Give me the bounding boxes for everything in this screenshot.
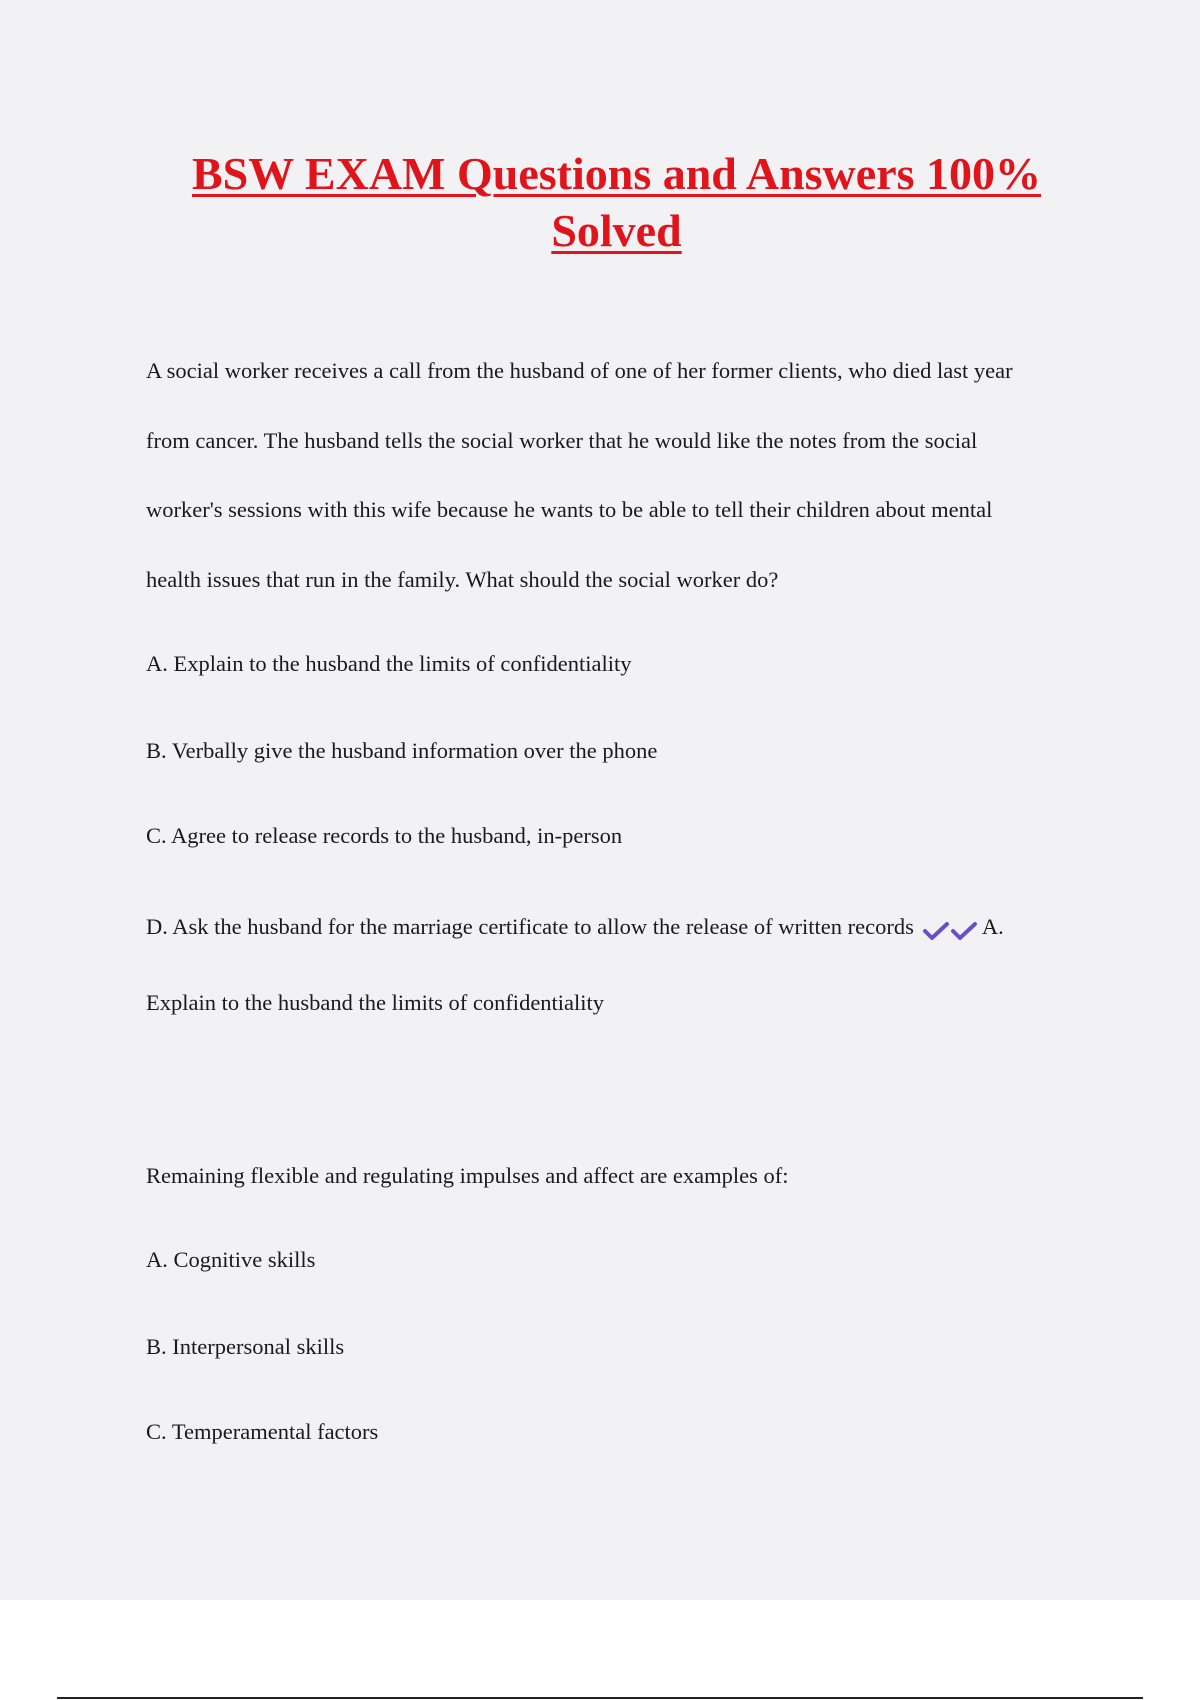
question-2-option-a: A. Cognitive skills [146, 1247, 316, 1272]
question-2-option-b: B. Interpersonal skills [146, 1334, 345, 1359]
question-1-option-d-line [146, 914, 1004, 942]
double-check-icon [922, 916, 978, 942]
question-1-option-a: A. Explain to the husband the limits of confidentiality [146, 651, 632, 676]
question-1-answer-text: Explain to the husband the limits of confidentiality [146, 990, 605, 1015]
document-title [120, 145, 1113, 259]
question-1-stem-line-3: worker's sessions with this wife because he wants to be able to tell their children about mental [146, 497, 993, 522]
question-2-stem: Remaining flexible and regulating impulses and affect are examples of: [146, 1163, 789, 1188]
title-line-1: BSW EXAM Questions and Answers 100% [191, 148, 1042, 199]
question-1-answer-start: A. [981, 914, 1004, 939]
title-line-2: Solved [551, 205, 682, 256]
question-2-option-c: C. Temperamental factors [146, 1419, 379, 1444]
question-1-option-c: C. Agree to release records to the husband, in-person [146, 823, 623, 848]
footer-divider [57, 1697, 1143, 1699]
question-1-stem-line-1: A social worker receives a call from the husband of one of her former clients, who died last year [146, 358, 1013, 383]
question-1-stem-line-2: from cancer. The husband tells the social worker that he would like the notes from the social [146, 428, 978, 453]
question-1-stem-line-4: health issues that run in the family. What should the social worker do? [146, 567, 779, 592]
question-1-option-d: D. Ask the husband for the marriage certificate to allow the release of written records [146, 914, 914, 939]
question-1-option-b: B. Verbally give the husband information over the phone [146, 738, 658, 763]
